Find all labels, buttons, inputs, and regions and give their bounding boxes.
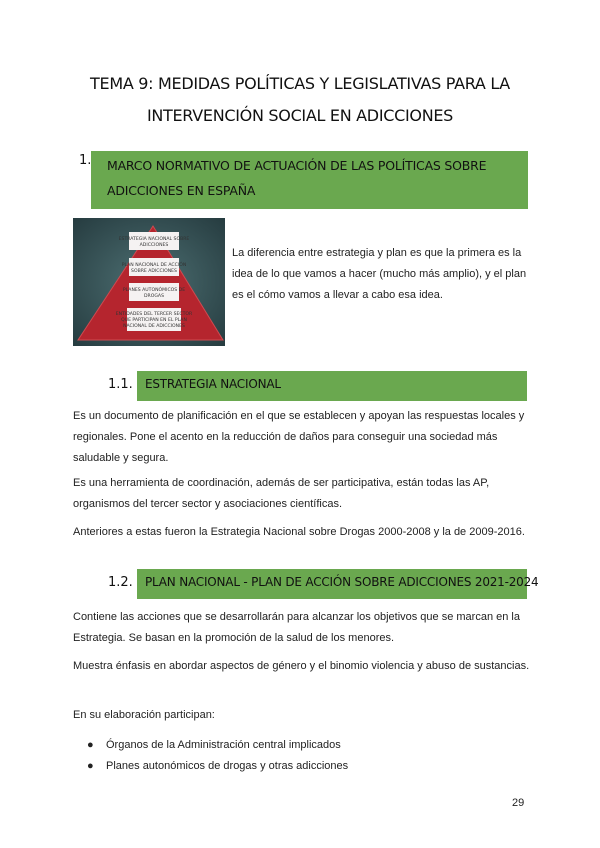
page-number: 29 xyxy=(512,797,525,809)
pyramid-level-3-line-1: PLANES AUTONÓMICOS DE xyxy=(122,288,186,293)
pyramid-level-1-line-2: ADICCIONES xyxy=(139,243,169,248)
section-1-heading: MARCO NORMATIVO DE ACTUACIÓN DE LAS POLÍTICAS SOBRE ADICCIONES EN ESPAÑA xyxy=(107,158,487,198)
section-1-2-paragraph-1: Contiene las acciones que se desarrollarán para alcanzar los objetivos que se marcan en la Estrategia. Se basan en la promoción de la salud de los menores. xyxy=(73,611,520,644)
pyramid-level-2-line-2: SOBRE ADICCIONES xyxy=(131,269,177,274)
pyramid-level-3-line-2: DROGAS xyxy=(144,294,164,299)
page-title xyxy=(0,68,600,132)
section-1-1-heading: ESTRATEGIA NACIONAL xyxy=(145,377,281,391)
section-1-1-paragraph-2: Es una herramienta de coordinación, además de ser participativa, están todas las AP, organismos del tercer sector y asociaciones científicas. xyxy=(73,477,490,510)
title-line-1: TEMA 9: MEDIDAS POLÍTICAS Y LEGISLATIVAS PARA LA xyxy=(90,74,510,93)
figure-caption-paragraph: La diferencia entre estrategia y plan es que la primera es la idea de lo que vamos a hacer (mucho más amplio), y el plan es el cómo vamos a llevar a cabo esa idea. xyxy=(232,247,527,301)
section-1-1-number: 1.1. xyxy=(108,377,133,392)
section-1-2-paragraph-3: En su elaboración participan: xyxy=(73,709,215,721)
participants-list xyxy=(73,735,533,777)
title-line-2: INTERVENCIÓN SOCIAL EN ADICCIONES xyxy=(146,106,454,125)
pyramid-level-2-line-1: PLAN NACIONAL DE ACCIÓN xyxy=(121,263,187,268)
pyramid-level-4-line-2: QUE PARTICIPAN EN EL PLAN xyxy=(121,318,187,323)
bullet-icon: ● xyxy=(87,760,94,772)
list-item-text: Planes autonómicos de drogas y otras adicciones xyxy=(106,760,349,772)
section-1-2-heading: PLAN NACIONAL - PLAN DE ACCIÓN SOBRE ADICCIONES 2021-2024 xyxy=(145,575,539,589)
section-1-number: 1. xyxy=(79,153,92,168)
section-1-2-number: 1.2. xyxy=(108,575,133,590)
pyramid-level-4-line-1: ENTIDADES DEL TERCER SECTOR xyxy=(115,312,193,317)
section-1-1-paragraph-3: Anteriores a estas fueron la Estrategia Nacional sobre Drogas 2000-2008 y la de 2009-2016. xyxy=(73,526,525,538)
pyramid-level-1-line-1: ESTRATEGIA NACIONAL SOBRE xyxy=(118,237,190,242)
pyramid-level-4-line-3: NACIONAL DE ADICCIONES xyxy=(123,324,185,329)
list-item-text: Órganos de la Administración central implicados xyxy=(106,739,341,751)
list-item xyxy=(73,756,533,777)
bullet-icon: ● xyxy=(87,739,94,751)
section-1-1-paragraph-1: Es un documento de planificación en el que se establecen y apoyan las respuestas locales y regionales. Pone el acento en la reducción de daños para conseguir una sociedad más saludable y segura. xyxy=(73,410,525,464)
pyramid-figure xyxy=(73,218,225,346)
pyramid-diagram xyxy=(73,218,225,346)
list-item xyxy=(73,735,533,756)
section-1-2-paragraph-2: Muestra énfasis en abordar aspectos de género y el binomio violencia y abuso de sustancias. xyxy=(73,660,530,672)
